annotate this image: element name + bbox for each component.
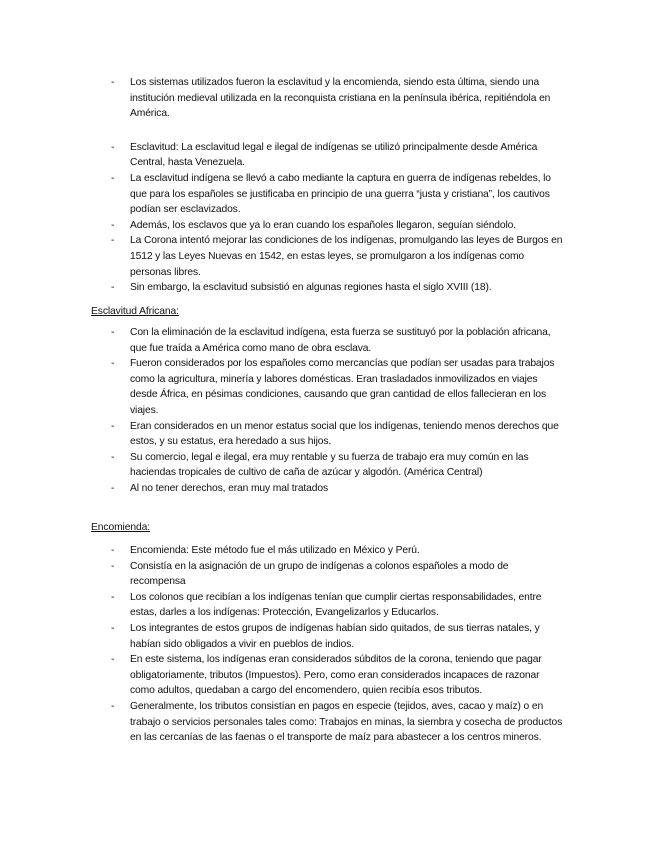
list-item-text: Los colonos que recibían a los indígenas tenían que cumplir ciertas responsabilidades, entre estas, darles a los indígenas: Protección, Evangelizarlos y Educarlos. (130, 591, 542, 619)
bullet-dash: - (111, 327, 115, 338)
list-item-text: Al no tener derechos, eran muy mal tratados (130, 482, 329, 494)
bullet-dash: - (111, 591, 115, 603)
list-item-text: Generalmente, los tributos consistían en pagos en especie (tejidos, aves, cacao y maíz) o en trabajo o servicios personales tales como: Trabajos en minas, la siembra y cosecha de productos en las cercanías de las faenas o el transporte de maíz para abastecer a los centros mineros. (130, 700, 563, 744)
list-item (0, 280, 655, 296)
bullet-dash: - (111, 358, 115, 370)
list-item-text: Fueron considerados por los españoles como mercancías que podían ser usadas para trabajos como la agricultura, minería y labores domésticas. Eran trasladados inmovilizados en viajes desde África, en pésimas condiciones, causando que gran cantidad de ellos fallecieran en los viajes. (130, 358, 555, 416)
bullet-dash: - (111, 700, 115, 712)
bullet-dash: - (111, 282, 115, 294)
bullet-dash: - (111, 560, 115, 572)
list-item (0, 652, 655, 699)
list-item-text: Con la eliminación de la esclavitud indígena, esta fuerza se sustituyó por la población africana, que fue traída a América como mano de obra esclava. (130, 327, 551, 354)
bullet-dash: - (111, 219, 115, 231)
list-item (0, 140, 655, 171)
section-heading-esclavitud-africana: Esclavitud Africana: (91, 306, 179, 317)
list-item (0, 621, 655, 652)
bullet-dash: - (111, 545, 115, 556)
bullet-dash: - (111, 235, 115, 247)
list-item (0, 450, 655, 481)
bullet-dash: - (111, 420, 115, 432)
list-item-text: Su comercio, legal e ilegal, era muy rentable y su fuerza de trabajo era muy común en las haciendas tropicales de cultivo de caña de azúcar y algodón. (América Central) (130, 451, 529, 479)
list-item-text: Además, los esclavos que ya lo eran cuando los españoles llegaron, seguían siéndolo. (130, 219, 517, 231)
list-item (0, 325, 655, 356)
list-item (0, 590, 655, 621)
list-item (0, 543, 655, 559)
list-item-text: Consistía en la asignación de un grupo de indígenas a colonos españoles a modo de recompensa (130, 560, 509, 588)
list-item (0, 356, 655, 418)
list-item-text: Eran considerados en un menor estatus social que los indígenas, teniendo menos derechos que estos, y su estatus, era heredado a sus hijos. (130, 420, 559, 448)
list-item (0, 75, 655, 122)
list-item-text: Esclavitud: La esclavitud legal e ilegal de indígenas se utilizó principalmente desde América Central, hasta Venezuela. (130, 141, 538, 169)
list-item (0, 559, 655, 590)
bullet-dash: - (111, 141, 115, 153)
list-item-text: Los sistemas utilizados fueron la esclavitud y la encomienda, siendo esta última, siendo una institución medieval utilizada en la reconquista cristiana en la península ibérica, repitiéndola en América. (130, 77, 551, 120)
bullet-dash: - (111, 172, 115, 184)
list-item (0, 218, 655, 234)
list-item (0, 233, 655, 280)
list-item (0, 481, 655, 497)
encomienda-list (0, 543, 655, 746)
bullet-dash: - (111, 451, 115, 463)
african-list (0, 325, 655, 497)
bullet-dash: - (111, 622, 115, 634)
list-item-text: La Corona intentó mejorar las condiciones de los indígenas, promulgando las leyes de Burgos en 1512 y las Leyes Nuevas en 1542, en estas leyes, se promulgaron a los indígenas como personas libres. (130, 235, 563, 278)
list-item-text: Los integrantes de estos grupos de indígenas habían sido quitados, de sus tierras natales, y habían sido obligados a vivir en pueblos de indios. (130, 622, 540, 650)
list-item (0, 699, 655, 746)
list-item-text: Sin embargo, la esclavitud subsistió en algunas regiones hasta el siglo XVIII (18). (130, 282, 492, 294)
intro-list (0, 75, 655, 296)
list-item (0, 419, 655, 450)
list-item (0, 171, 655, 218)
list-item-text: Encomienda: Este método fue el más utilizado en México y Perú. (130, 545, 420, 556)
bullet-dash: - (111, 77, 115, 88)
section-heading-encomienda: Encomienda: (91, 522, 151, 533)
list-item-text: En este sistema, los indígenas eran considerados súbditos de la corona, teniendo que pagar obligatoriamente, tributos (Impuestos). Pero, como eran considerados incapaces de razonar como adultos, quedaban a cargo del encomendero, quien recibía esos tributos. (130, 654, 542, 697)
bullet-dash: - (111, 482, 115, 494)
list-item-text: La esclavitud indígena se llevó a cabo mediante la captura en guerra de indígenas rebeldes, lo que para los españoles se justificaba en principio de una guerra “justa y cristiana”, los cautivos podían ser esclavizados. (130, 172, 551, 216)
bullet-dash: - (111, 654, 115, 666)
